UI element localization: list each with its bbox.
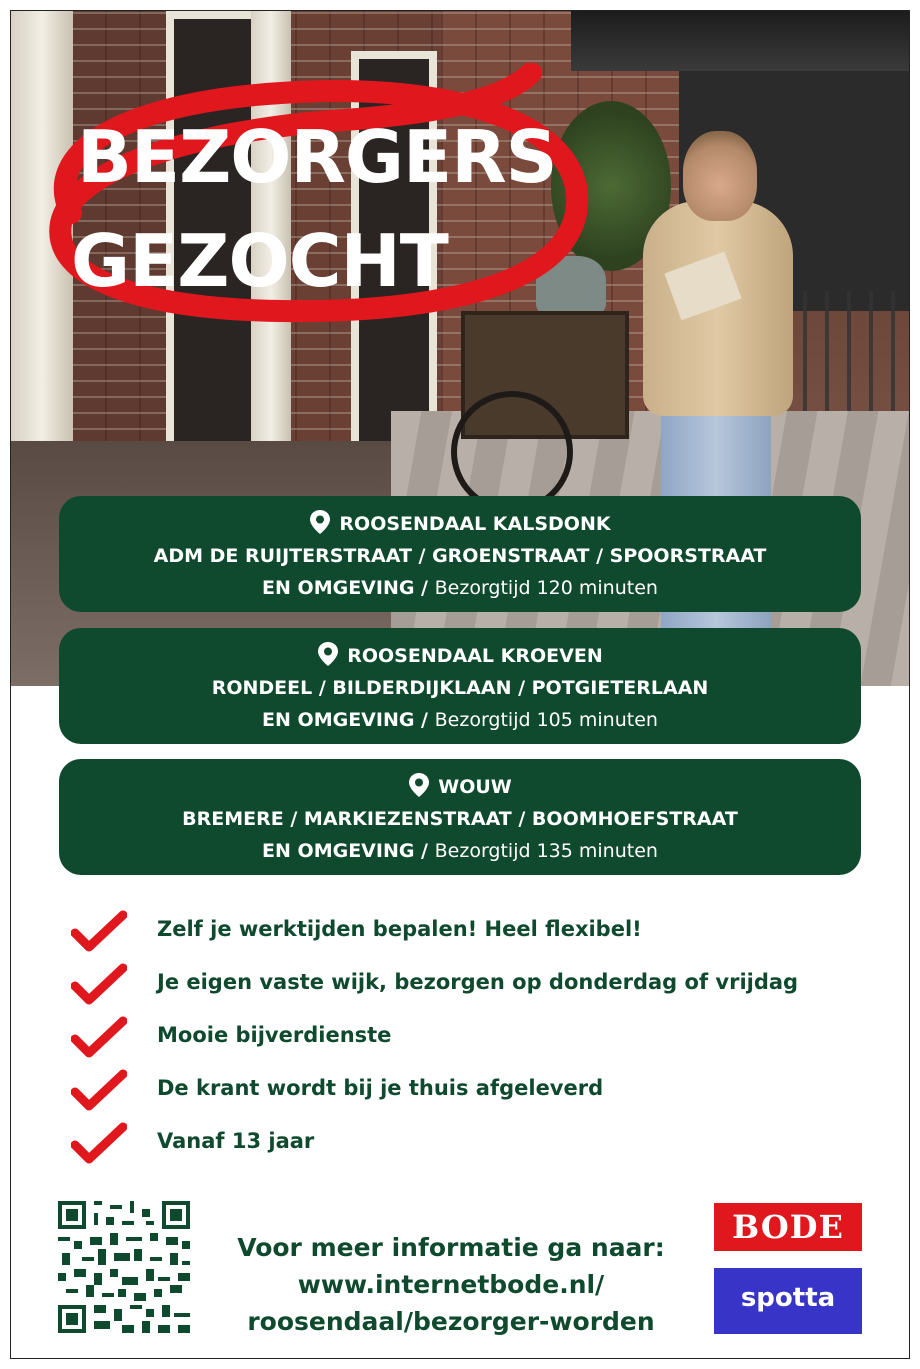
benefit-text: Je eigen vaste wijk, bezorgen op donderdag of vrijdag: [157, 970, 799, 994]
checkmark-icon: [71, 1015, 127, 1059]
location-streets: BREMERE / MARKIEZENSTRAAT / BOOMHOEFSTRAAT: [182, 808, 738, 830]
awning: [571, 11, 909, 71]
map-pin-icon: [309, 509, 331, 535]
benefit-text: Zelf je werktijden bepalen! Heel flexibel!: [157, 917, 642, 941]
cart-wheel: [451, 391, 573, 513]
info-line-1: Voor meer informatie ga naar:: [237, 1233, 665, 1262]
checkmark-icon: [71, 909, 127, 953]
checkmark-icon: [71, 1121, 127, 1165]
headline: [31, 63, 591, 323]
list-item: [71, 962, 891, 1015]
benefit-text: De krant wordt bij je thuis afgeleverd: [157, 1076, 604, 1100]
delivery-time: Bezorgtijd 120 minuten: [434, 577, 658, 599]
checkmark-icon: [71, 962, 127, 1006]
info-url-line-1[interactable]: www.internetbode.nl/: [297, 1270, 605, 1299]
benefit-text: Mooie bijverdienste: [157, 1023, 392, 1047]
delivery-time: Bezorgtijd 105 minuten: [434, 709, 658, 731]
location-title: ROOSENDAAL KALSDONK: [339, 513, 611, 535]
delivery-time: Bezorgtijd 135 minuten: [434, 840, 658, 862]
checkmark-icon: [71, 1068, 127, 1112]
poster: [10, 10, 910, 1359]
location-surroundings: EN OMGEVING /: [262, 840, 428, 862]
list-item: [71, 1068, 891, 1121]
location-card-kroeven: [59, 628, 861, 744]
benefits-list: [71, 909, 891, 1174]
list-item: [71, 1015, 891, 1068]
location-title: ROOSENDAAL KROEVEN: [347, 645, 603, 667]
more-info: [211, 1229, 691, 1340]
location-streets: RONDEEL / BILDERDIJKLAAN / POTGIETERLAAN: [211, 677, 709, 699]
list-item: [71, 909, 891, 962]
headline-line-1: BEZORGERS: [77, 115, 557, 199]
list-item: [71, 1121, 891, 1174]
location-card-kalsdonk: [59, 496, 861, 612]
location-surroundings: EN OMGEVING /: [262, 709, 428, 731]
headline-line-2: GEZOCHT: [71, 219, 448, 303]
location-surroundings: EN OMGEVING /: [262, 577, 428, 599]
map-pin-icon: [408, 772, 430, 798]
info-url-line-2[interactable]: roosendaal/bezorger-worden: [247, 1307, 655, 1336]
bode-logo: BODE: [714, 1203, 862, 1251]
location-title: WOUW: [438, 776, 512, 798]
person-head: [683, 131, 757, 221]
benefit-text: Vanaf 13 jaar: [157, 1129, 315, 1153]
location-streets: ADM DE RUIJTERSTRAAT / GROENSTRAAT / SPOORSTRAAT: [153, 545, 767, 567]
location-card-wouw: [59, 759, 861, 875]
person-coat: [643, 201, 793, 416]
map-pin-icon: [317, 641, 339, 667]
terrace-chairs: [781, 291, 909, 411]
qr-code-icon[interactable]: [58, 1201, 190, 1333]
spotta-logo: spotta: [714, 1268, 862, 1334]
